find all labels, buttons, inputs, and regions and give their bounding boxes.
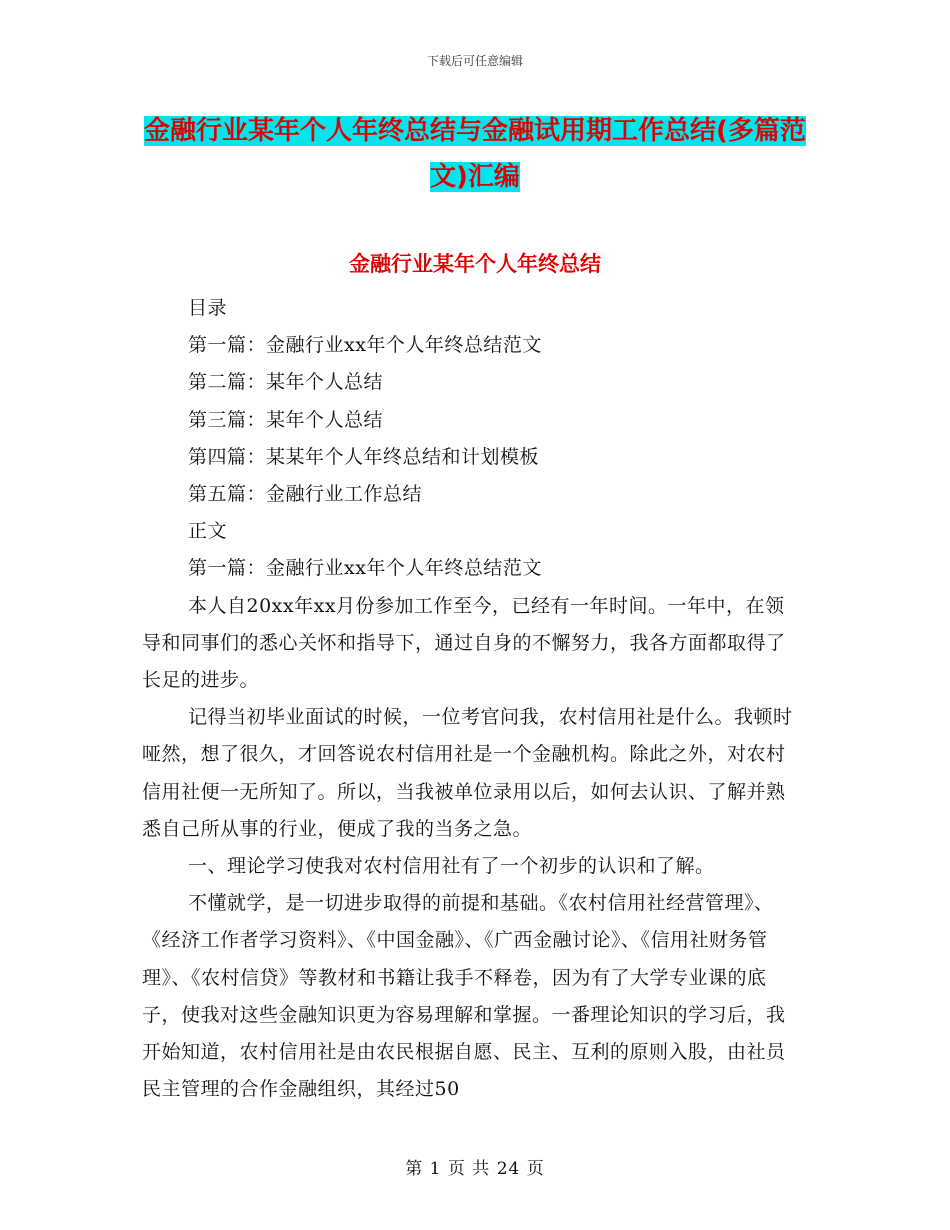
main-heading: 正文 (188, 520, 228, 543)
toc-item: 第一篇：金融行业xx年个人年终总结范文 (188, 334, 542, 357)
toc-heading: 目录 (188, 297, 228, 319)
article-title: 第一篇：金融行业xx年个人年终总结范文 (188, 557, 542, 580)
toc-item: 第四篇：某某年个人年终总结和计划模板 (188, 445, 540, 468)
header-note: 下载后可任意编辑 (426, 54, 523, 68)
toc-item: 第五篇：金融行业工作总结 (188, 483, 423, 506)
body-paragraph: 不懂就学，是一切进步取得的前提和基础。《农村信用社经营管理》、《经济工作者学习资料》、《中国金融》、《广西金融讨论》、《信用社财务管理》、《农村信贷》等教材和书籍让我手不释卷，因为有了大学专业课的底子，使我对这些金融知识更为容易理解和掌握。一番理论知识的学习后，我开始知道，农村信用社是由农民根据自愿、民主、互利的原则入股，由社员民主管理的合作金融组织，其经过50 (142, 892, 786, 1101)
section-title: 金融行业某年个人年终总结 (349, 252, 601, 276)
body-paragraph: 一、理论学习使我对农村信用社有了一个初步的认识和了解。 (188, 855, 715, 878)
document-body (142, 290, 802, 1108)
document-title (140, 108, 810, 200)
page-number-footer: 第 1 页 共 24 页 (405, 1159, 545, 1179)
body-paragraph: 本人自20xx年xx月份参加工作至今，已经有一年时间。一年中，在领导和同事们的悉心关怀和指导下，通过自身的不懈努力，我各方面都取得了长足的进步。 (142, 594, 786, 692)
toc-item: 第二篇：某年个人总结 (188, 371, 384, 394)
body-paragraph: 记得当初毕业面试的时候，一位考官问我，农村信用社是什么。我顿时哑然，想了很久，才回答说农村信用社是一个金融机构。除此之外，对农村信用社便一无所知了。所以，当我被单位录用以后，如何去认识、了解并熟悉自己所从事的行业，便成了我的当务之急。 (142, 706, 793, 840)
toc-item: 第三篇：某年个人总结 (188, 408, 384, 431)
document-title-text: 金融行业某年个人年终总结与金融试用期工作总结(多篇范文)汇编 (144, 116, 806, 192)
